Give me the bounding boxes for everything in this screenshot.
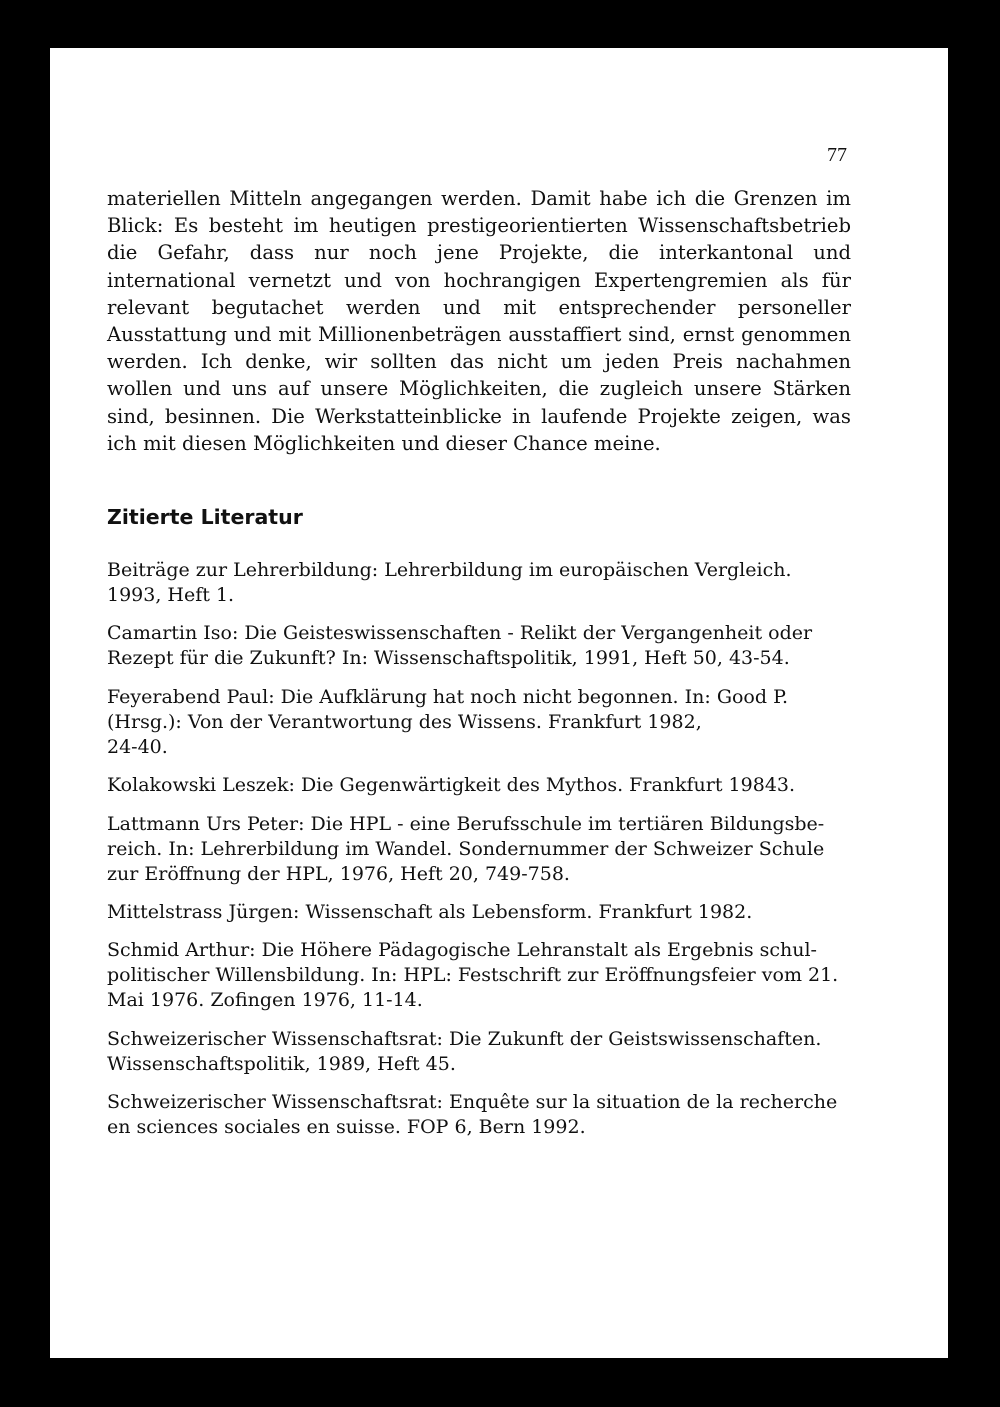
document-page [50, 48, 948, 1358]
reference-line: Rezept für die Zukunft? In: Wissenschaftspolitik, 1991, Heft 50, 43-54. [107, 647, 790, 670]
reference-line: 24-40. [107, 735, 168, 758]
reference-line: zur Eröffnung der HPL, 1976, Heft 20, 749-758. [107, 862, 570, 885]
body-paragraph: materiellen Mitteln angegangen werden. Damit habe ich die Grenzen im Blick: Es besteht im heutigen prestigeorientierten Wissenschaftsbetrieb die Gefahr, dass nur noch jene Projekte, die interkantonal und international vernetzt und von hochrangigen Expertengremien als für relevant begutachet werden und mit entsprechender personeller Ausstattung und mit Millionenbeträgen ausstaffiert sind, ernst genommen werden. Ich denke, wir sollten das nicht um jeden Preis nachahmen wollen und uns auf unsere Möglichkeiten, die zugleich unsere Stärken sind, besinnen. Die Werkstatteinblicke in laufende Projekte zeigen, was ich mit diesen Möglichkeiten und dieser Chance meine. [107, 187, 851, 455]
reference-line: Wissenschaftspolitik, 1989, Heft 45. [107, 1052, 456, 1075]
reference-item [107, 900, 852, 925]
section-heading: Zitierte Literatur [107, 505, 303, 529]
reference-line: en sciences sociales en suisse. FOP 6, Bern 1992. [107, 1116, 586, 1139]
reference-item [107, 812, 852, 887]
reference-line: (Hrsg.): Von der Verantwortung des Wissens. Frankfurt 1982, [107, 710, 702, 733]
reference-line: reich. In: Lehrerbildung im Wandel. Sondernummer der Schweizer Schule [107, 837, 825, 860]
reference-item [107, 621, 852, 671]
page-number: 77 [827, 144, 847, 166]
reference-line: Beiträge zur Lehrerbildung: Lehrerbildung im europäischen Vergleich. [107, 559, 792, 581]
reference-line: Mittelstrass Jürgen: Wissenschaft als Lebensform. Frankfurt 1982. [107, 900, 753, 923]
reference-line: 1993, Heft 1. [107, 584, 235, 606]
reference-line: politischer Willensbildung. In: HPL: Festschrift zur Eröffnungsfeier vom 21. [107, 964, 839, 987]
reference-line: Feyerabend Paul: Die Aufklärung hat noch nicht begonnen. In: Good P. [107, 685, 789, 708]
reference-item [107, 938, 852, 1013]
reference-line: Lattmann Urs Peter: Die HPL - eine Berufsschule im tertiären Bildungsbe- [107, 812, 825, 835]
reference-item [107, 773, 852, 798]
reference-line: Schmid Arthur: Die Höhere Pädagogische Lehranstalt als Ergebnis schul- [107, 939, 817, 962]
reference-list [107, 558, 852, 1154]
reference-item [107, 685, 852, 760]
reference-line: Schweizerischer Wissenschaftsrat: Enquête sur la situation de la recherche [107, 1091, 838, 1114]
reference-line: Schweizerischer Wissenschaftsrat: Die Zukunft der Geistswissenschaften. [107, 1027, 822, 1050]
reference-item [107, 558, 852, 608]
reference-line: Mai 1976. Zofingen 1976, 11-14. [107, 989, 423, 1012]
reference-item [107, 1090, 852, 1140]
reference-line: Kolakowski Leszek: Die Gegenwärtigkeit des Mythos. Frankfurt 19843. [107, 774, 796, 797]
reference-line: Camartin Iso: Die Geisteswissenschaften - Relikt der Vergangenheit oder [107, 622, 813, 645]
reference-item [107, 1027, 852, 1077]
